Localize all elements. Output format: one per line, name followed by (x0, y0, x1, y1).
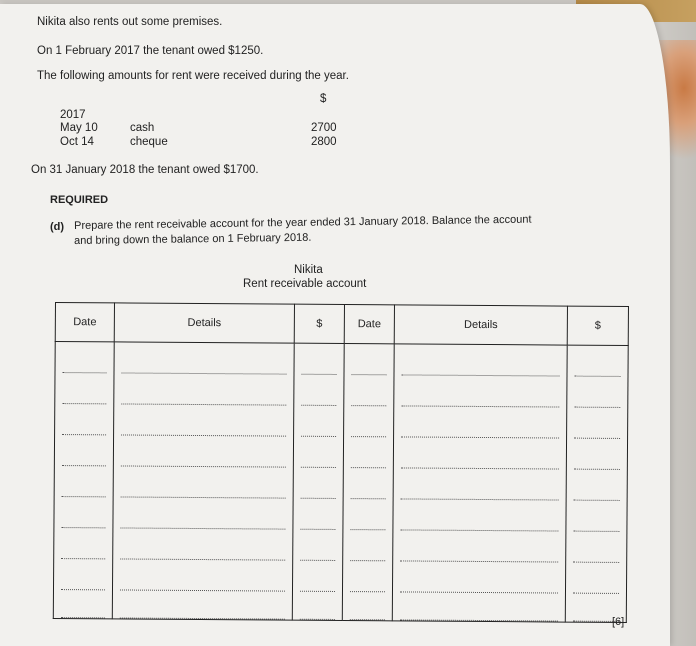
credit-details-answer-lines[interactable] (392, 344, 567, 622)
receipt-method: cheque (130, 136, 168, 148)
receipt-date: Oct 14 (60, 136, 94, 148)
rent-receivable-ledger (53, 302, 629, 623)
closing-note: On 31 January 2018 the tenant owed $1700. (31, 164, 259, 176)
ledger-answer-area (53, 342, 628, 623)
ledger-header-row (55, 303, 628, 346)
receipt-amount: 2800 (311, 136, 337, 148)
intro-line-2: On 1 February 2017 the tenant owed $1250. (37, 45, 264, 57)
receipt-method: cash (130, 122, 155, 134)
receipts-currency-header: $ (320, 93, 327, 105)
required-line-1: Prepare the rent receivable account for the year ended 31 January 2018. Balance the account (74, 213, 532, 232)
debit-amount-answer-lines[interactable] (292, 343, 344, 620)
debit-details-header: Details (114, 303, 294, 343)
worksheet-page (0, 4, 670, 646)
account-owner: Nikita (294, 264, 323, 276)
question-marks: [6] (612, 616, 625, 628)
intro-line-1: Nikita also rents out some premises. (37, 16, 223, 28)
account-title: Rent receivable account (243, 278, 367, 290)
required-part-label: (d) (50, 221, 65, 233)
debit-date-answer-lines[interactable] (53, 342, 114, 619)
credit-date-answer-lines[interactable] (342, 344, 394, 621)
debit-date-header: Date (55, 303, 114, 342)
credit-details-header: Details (394, 305, 567, 345)
required-heading: REQUIRED (50, 194, 109, 206)
intro-line-3: The following amounts for rent were received during the year. (37, 70, 349, 82)
debit-details-answer-lines[interactable] (112, 342, 294, 620)
credit-date-header: Date (344, 305, 394, 344)
credit-amount-answer-lines[interactable] (565, 345, 628, 622)
receipt-amount: 2700 (311, 122, 337, 134)
credit-amount-header: $ (567, 306, 628, 345)
receipt-date: May 10 (60, 122, 98, 134)
debit-amount-header: $ (294, 304, 344, 343)
required-line-2: and bring down the balance on 1 February 2018. (74, 231, 312, 247)
receipts-year: 2017 (60, 109, 86, 121)
